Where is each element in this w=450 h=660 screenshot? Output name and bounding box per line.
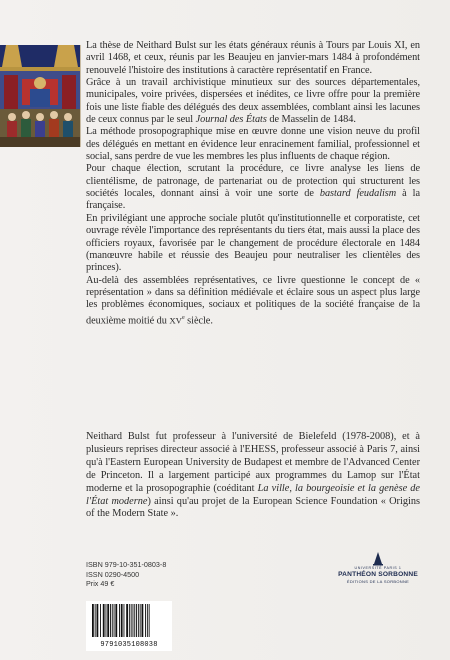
barcode-bars <box>86 601 172 641</box>
description-paragraph: La thèse de Neithard Bulst sur les états généraux réunis à Tours par Louis XI, en avril 1468, et ceux, réunis par les Beaujeu en janvier-mars 1484 à profondément renouvelé l'histoire des institutions à caractère représentatif en France. <box>86 40 420 76</box>
author-biography: Neithard Bulst fut professeur à l'université de Bielefeld (1978-2008), et à plusieurs reprises directeur associé à l'EHESS, professeur associé à Paris 7, ainsi qu'à l'Eastern European University de Budapest et membre de l'Advanced Center de Princeton. Il a largement participé aux programmes du Lamop sur l'État moderne et la prosopographie (coéditant La ville, la bourgeoisie et la genèse de l'État moderne) ainsi qu'au projet de la European Science Foundation « Origins of the Modern State ». <box>86 431 421 520</box>
book-description <box>86 40 420 327</box>
publisher-imprint: ÉDITIONS DE LA SORBONNE <box>346 578 410 584</box>
publisher-name: PANTHÉON SORBONNE <box>338 570 418 578</box>
price-text: Prix 49 € <box>86 579 115 589</box>
barcode-number: 9791035108038 <box>100 641 158 649</box>
description-paragraph: En privilégiant une approche sociale plutôt qu'institutionnelle et corporatiste, cet ouvrage révèle l'importance des représentants du tiers état, mais aussi la place des officiers royaux, favorisée par le changement de procédure électorale en 1484 (manœuvre habile et réussie des Beaujeu pour neutraliser les clientèles des princes). <box>86 212 420 274</box>
illuminated-miniature-image <box>0 45 81 147</box>
publisher-logo <box>333 552 423 592</box>
sorbonne-logo-icon <box>371 552 385 566</box>
description-paragraph: La méthode prosopographique mise en œuvre donne une vision neuve du profil des délégués en mettant en évidence leur enracinement familial, professionnel et social, sans perdre de vue les membres les plus influents de chaque région. <box>86 126 420 163</box>
isbn-text: ISBN 979-10-351-0803-8 <box>86 560 167 569</box>
description-paragraph: Grâce à un travail archivistique minutieux sur des sources départementales, municipales, voire privées, dispersées et inédites, ce livre offre pour la première fois une liste fiable des délégués des deux assemblées, comblant ainsi les lacunes de ceux connus par le seul Journal des États de Masselin de 1484. <box>86 77 420 126</box>
barcode <box>86 601 172 651</box>
description-paragraph: Au-delà des assemblées représentatives, ce livre questionne le concept de « représentation » dans sa définition médiévale et éclaire sous un aspect plus large les problèmes économiques, sociaux et politiques de la société française de la deuxième moitié du XVe siècle. <box>86 274 420 326</box>
issn-text: ISSN 0290-4500 <box>86 569 140 579</box>
description-paragraph: Pour chaque élection, scrutant la procédure, ce livre analyse les liens de clientélisme, de patronage, de partenariat ou de protection qui structurent les sociétés locales, donnant ainsi à voir une sorte de bastard feudalism à la française. <box>86 163 420 212</box>
publisher-university-line: UNIVERSITÉ PARIS 1 <box>354 566 402 570</box>
publication-meta <box>86 560 166 589</box>
